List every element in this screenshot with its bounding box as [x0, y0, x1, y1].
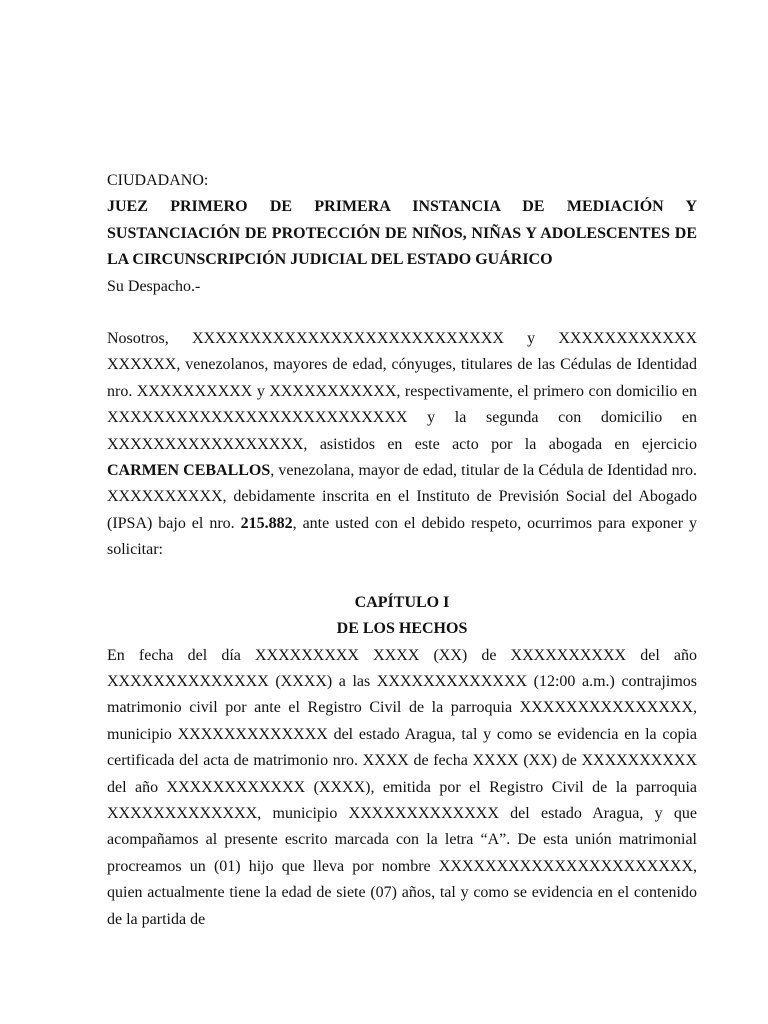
paragraph-spacer: [107, 300, 697, 326]
document-page: [107, 168, 697, 933]
ipsa-number: 215.882: [240, 514, 293, 532]
intro-text-2: , venezolana, mayor de edad, titular de la Cédula de Identidad nro. XXXXXXXXXX, debidamente inscrita en el Instituto de Previsión Social del Abogado (IPSA) bajo el nro.: [107, 462, 697, 532]
intro-paragraph: [107, 326, 697, 564]
salutation: CIUDADANO:: [107, 172, 209, 189]
addressee: JUEZ PRIMERO DE PRIMERA INSTANCIA DE MEDIACIÓN Y SUSTANCIACIÓN DE PROTECCIÓN DE NIÑOS, NIÑAS Y ADOLESCENTES DE LA CIRCUNSCRIPCIÓN JUDICIAL DEL ESTADO GUÁRICO: [107, 198, 697, 269]
intro-text-3: , ante usted con el debido respeto, ocurrimos para exponer y solicitar:: [107, 514, 697, 559]
closing: Su Despacho.-: [107, 277, 201, 295]
intro-text-1: Nosotros, XXXXXXXXXXXXXXXXXXXXXXXXXXX y XXXXXXXXXXXX XXXXXX, venezolanos, mayores de edad, cónyuges, titulares de las Cédulas de Identidad nro. XXXXXXXXXX y XXXXXXXXXXX, respectivamente, el primero con domicilio en XXXXXXXXXXXXXXXXXXXXXXXXXX y la segunda con domicilio en XXXXXXXXXXXXXXXXX, asistidos en este acto por la abogada en ejercicio: [107, 330, 697, 453]
chapter-body: En fecha del día XXXXXXXXX XXXX (XX) de XXXXXXXXXX del año XXXXXXXXXXXXXX (XXXX) a las XXXXXXXXXXXXX (12:00 a.m.) contrajimos matrimonio civil por ante el Registro Civil de la parroquia XXXXXXXXXXXXXXX, municipio XXXXXXXXXXXXX del estado Aragua, tal y como se evidencia en la copia certificada del acta de matrimonio nro. XXXX de fecha XXXX (XX) de XXXXXXXXXX del año XXXXXXXXXXXX (XXXX), emitida por el Registro Civil de la parroquia XXXXXXXXXXXXX, municipio XXXXXXXXXXXXX del estado Aragua, y que acompañamos al presente escrito marcada con la letra “A”. De esta unión matrimonial procreamos un (01) hijo que lleva por nombre XXXXXXXXXXXXXXXXXXXXXX, quien actualmente tiene la edad de siete (07) años, tal y como se evidencia en el contenido de la partida de: [107, 646, 697, 928]
chapter-title: DE LOS HECHOS: [336, 620, 468, 638]
chapter-number: CAPÍTULO I: [354, 593, 450, 611]
lawyer-name: CARMEN CEBALLOS: [107, 462, 271, 480]
